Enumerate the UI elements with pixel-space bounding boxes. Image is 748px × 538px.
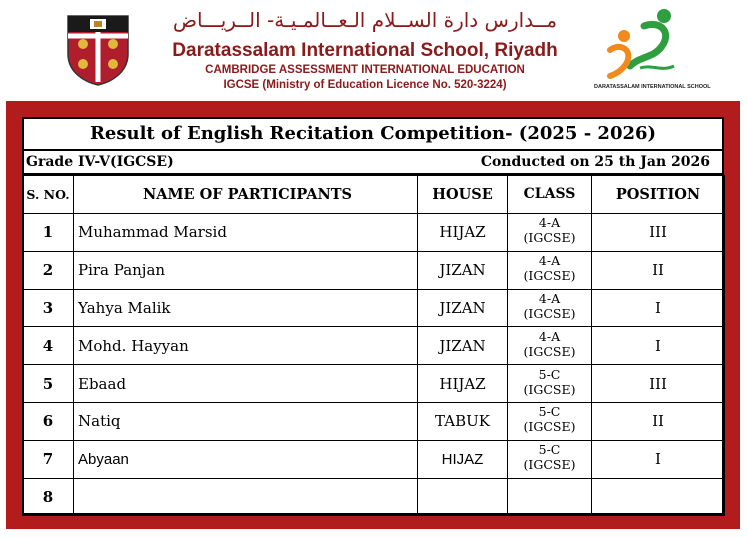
participant-position — [592, 478, 725, 516]
grade-label: Grade IV-V(IGCSE) — [26, 154, 174, 170]
result-title: Result of English Recitation Competition- (2025 - 2026) — [22, 117, 724, 151]
participant-position: II — [592, 402, 725, 440]
results-table — [22, 175, 725, 516]
participant-position: I — [592, 327, 725, 365]
row-sno: 1 — [23, 214, 74, 252]
class-section: 5-C — [538, 404, 561, 420]
cambridge-crest-icon — [66, 14, 130, 86]
participant-house — [418, 478, 508, 516]
school-logo-icon — [600, 6, 690, 84]
participant-house: TABUK — [418, 402, 508, 440]
participant-name: Abyaan — [74, 440, 418, 478]
table-row — [23, 214, 725, 252]
participant-class — [508, 478, 592, 516]
class-section: 4-A — [538, 290, 561, 306]
table-row — [23, 289, 725, 327]
table-row — [23, 440, 725, 478]
participant-house: HIJAZ — [418, 365, 508, 403]
class-section: 4-A — [538, 328, 561, 344]
participant-class — [508, 327, 592, 365]
participant-name: Ebaad — [74, 365, 418, 403]
logo-caption: DARATASSALAM INTERNATIONAL SCHOOL — [594, 84, 711, 90]
licence-line: IGCSE (Ministry of Education Licence No. 520-3224) — [223, 79, 507, 91]
participant-name: Yahya Malik — [74, 289, 418, 327]
col-header-name: NAME OF PARTICIPANTS — [74, 176, 418, 214]
class-board: (IGCSE) — [523, 343, 576, 359]
class-board: (IGCSE) — [523, 381, 576, 397]
participant-house: HIJAZ — [418, 214, 508, 252]
participant-house: JIZAN — [418, 251, 508, 289]
school-name-arabic: مــدارس دارة الســلام الـعــالمـيـة- الــريـــاض — [172, 8, 558, 32]
table-row — [23, 365, 725, 403]
school-name: Daratassalam International School, Riyadh — [172, 40, 558, 61]
table-row — [23, 478, 725, 516]
participant-name: Natiq — [74, 402, 418, 440]
participant-class — [508, 402, 592, 440]
participant-house: JIZAN — [418, 289, 508, 327]
exam-board: CAMBRIDGE ASSESSMENT INTERNATIONAL EDUCATION — [205, 64, 525, 76]
table-row — [23, 327, 725, 365]
class-board: (IGCSE) — [523, 305, 576, 321]
participant-class — [508, 440, 592, 478]
col-header-sno: S. NO. — [23, 176, 74, 214]
table-row — [23, 251, 725, 289]
conducted-date: Conducted on 25 th Jan 2026 — [480, 154, 710, 170]
participant-name: Pira Panjan — [74, 251, 418, 289]
participant-name — [74, 478, 418, 516]
row-sno: 6 — [23, 402, 74, 440]
participant-position: I — [592, 440, 725, 478]
class-section: 5-C — [538, 366, 561, 382]
participant-class — [508, 365, 592, 403]
class-board: (IGCSE) — [523, 419, 576, 435]
participant-position: III — [592, 365, 725, 403]
class-board: (IGCSE) — [523, 230, 576, 246]
class-section: 4-A — [538, 215, 561, 231]
participant-name: Mohd. Hayyan — [74, 327, 418, 365]
participant-name: Muhammad Marsid — [74, 214, 418, 252]
class-board: (IGCSE) — [523, 268, 576, 284]
participant-house: HIJAZ — [418, 440, 508, 478]
participant-class — [508, 214, 592, 252]
document-header — [0, 0, 748, 100]
table-row — [23, 402, 725, 440]
participant-house: JIZAN — [418, 327, 508, 365]
row-sno: 8 — [23, 478, 74, 516]
row-sno: 2 — [23, 251, 74, 289]
class-board: (IGCSE) — [523, 457, 576, 473]
participant-position: III — [592, 214, 725, 252]
col-header-class: CLASS — [508, 176, 592, 214]
row-sno: 3 — [23, 289, 74, 327]
class-section: 5-C — [538, 442, 561, 458]
participant-position: II — [592, 251, 725, 289]
participant-position: I — [592, 289, 725, 327]
row-sno: 5 — [23, 365, 74, 403]
table-header-row — [23, 176, 725, 214]
row-sno: 4 — [23, 327, 74, 365]
participant-class — [508, 251, 592, 289]
row-sno: 7 — [23, 440, 74, 478]
col-header-position: POSITION — [592, 176, 725, 214]
class-section: 4-A — [538, 253, 561, 269]
grade-row — [22, 151, 724, 175]
col-header-house: HOUSE — [418, 176, 508, 214]
participant-class — [508, 289, 592, 327]
